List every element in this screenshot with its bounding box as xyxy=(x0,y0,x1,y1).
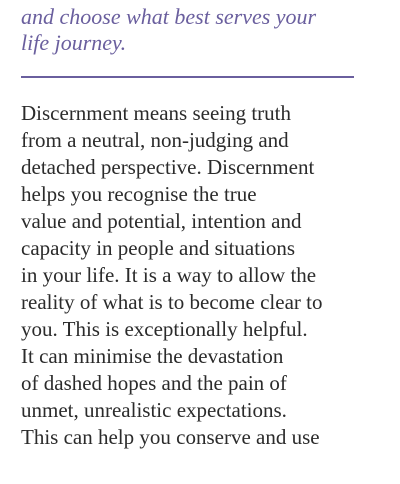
body-line: of dashed hopes and the pain of xyxy=(21,371,287,395)
body-line: from a neutral, non-judging and xyxy=(21,128,289,152)
body-line: value and potential, intention and xyxy=(21,209,302,233)
pull-quote-line: and choose what best serves your xyxy=(21,4,317,29)
pull-quote xyxy=(21,0,393,56)
body-line: unmet, unrealistic expectations. xyxy=(21,398,287,422)
body-line: you. This is exceptionally helpful. xyxy=(21,317,308,341)
body-line: reality of what is to become clear to xyxy=(21,290,323,314)
body-line: It can minimise the devastation xyxy=(21,344,284,368)
body-line: Discernment means seeing truth xyxy=(21,101,292,125)
pull-quote-line: life journey. xyxy=(21,30,127,55)
body-line: helps you recognise the true xyxy=(21,182,257,206)
body-line: capacity in people and situations xyxy=(21,236,296,260)
divider-rule xyxy=(21,76,354,78)
page-content xyxy=(21,0,393,451)
body-line: This can help you conserve and use xyxy=(21,425,320,449)
body-line: in your life. It is a way to allow the xyxy=(21,263,317,287)
body-paragraph xyxy=(21,100,393,451)
body-line: detached perspective. Discernment xyxy=(21,155,315,179)
